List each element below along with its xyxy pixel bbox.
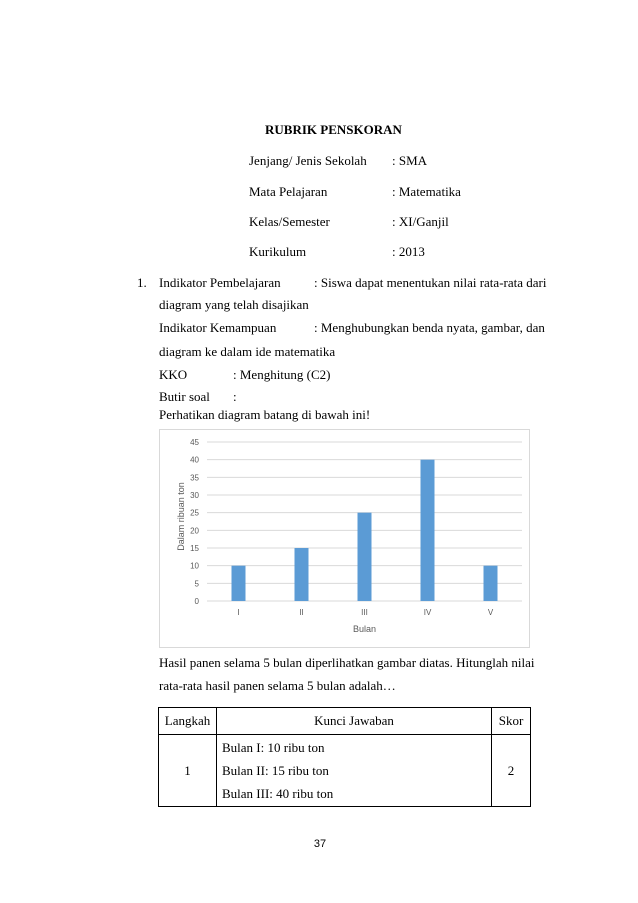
meta-value-kurikulum: : 2013 [392,244,425,259]
y-tick-label: 25 [190,508,199,518]
question-line-1: Hasil panen selama 5 bulan diperlihatkan gambar diatas. Hitunglah nilai [159,655,535,670]
bar [232,566,246,601]
document-title: RUBRIK PENSKORAN [265,122,402,137]
table-row [159,735,531,807]
kko-value: : Menghitung (C2) [233,367,331,382]
item-number: 1. [137,275,147,290]
x-tick-label: II [299,608,304,617]
kko-label: KKO [159,367,188,382]
y-tick-label: 45 [190,438,199,447]
indikator-pembelajaran-value: : Siswa dapat menentukan nilai rata-rata dari [314,275,547,290]
indikator-kemampuan-cont: diagram ke dalam ide matematika [159,344,336,359]
bar [295,548,309,601]
meta-label-kelas: Kelas/Semester [249,214,330,229]
x-tick-label: III [361,608,368,617]
answer-line: Bulan III: 40 ribu ton [222,786,334,801]
y-tick-label: 15 [190,544,199,553]
indikator-kemampuan-label: Indikator Kemampuan [159,320,277,335]
y-tick-label: 5 [194,579,199,589]
answer-line: Bulan II: 15 ribu ton [222,763,329,778]
y-tick-label: 35 [190,473,199,483]
answer-line: Bulan I: 10 ribu ton [222,740,325,755]
header-langkah: Langkah [159,708,217,735]
indikator-pembelajaran-label: Indikator Pembelajaran [159,275,281,290]
header-kunci-jawaban: Kunci Jawaban [217,708,492,735]
y-tick-label: 20 [190,526,199,536]
instruction-text: Perhatikan diagram batang di bawah ini! [159,407,371,422]
rubric-table [158,707,531,807]
bar [358,513,372,601]
meta-label-jenjang: Jenjang/ Jenis Sekolah [249,153,367,168]
question-line-2: rata-rata hasil panen selama 5 bulan adalah… [159,678,396,693]
indikator-pembelajaran-cont: diagram yang telah disajikan [159,297,309,312]
bar-chart-svg [160,430,529,647]
meta-value-kelas: : XI/Ganjil [392,214,449,229]
bar [484,566,498,601]
y-tick-label: 40 [190,455,199,465]
row-step: 1 [159,735,217,807]
x-tick-label: IV [423,608,432,617]
meta-label-kurikulum: Kurikulum [249,244,307,259]
meta-label-mapel: Mata Pelajaran [249,184,328,199]
meta-value-mapel: : Matematika [392,184,461,199]
row-answers [217,735,492,807]
y-tick-label: 30 [190,491,199,500]
y-axis-title: Dalam ribuan ton [176,482,186,551]
page-number: 37 [313,838,327,850]
bar-chart [159,429,530,648]
row-score: 2 [492,735,531,807]
indikator-kemampuan-value: : Menghubungkan benda nyata, gambar, dan [314,320,545,335]
header-skor: Skor [492,708,531,735]
butir-soal-label: Butir soal [159,389,210,404]
butir-soal-value: : [233,389,237,404]
y-tick-label: 0 [194,597,199,606]
y-tick-label: 10 [190,561,199,571]
x-tick-label: I [237,608,240,617]
meta-value-jenjang: : SMA [392,153,428,168]
x-tick-label: V [487,608,494,617]
x-axis-title: Bulan [352,624,377,634]
bar [421,460,435,601]
table-header-row [159,708,531,735]
